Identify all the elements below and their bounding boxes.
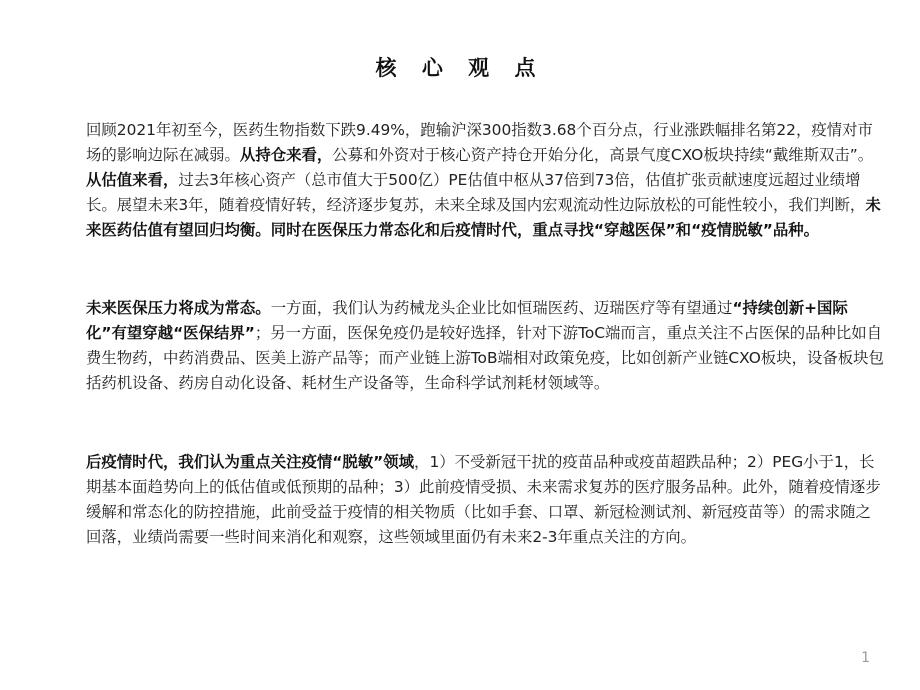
- text-run-bold: 从持仓来看，: [239, 146, 333, 164]
- paragraph-insurance-pressure: [86, 296, 886, 396]
- text-run-bold: 未来医保压力将成为常态。: [86, 299, 271, 317]
- text-run-bold: 从估值来看，: [86, 171, 179, 189]
- text-run-bold: 未来医药估值有望回归均衡。同时在医保压力常态化和后疫情时代，重点寻找“穿越医保”和“疫情脱敏”品种。: [86, 196, 881, 239]
- text-run: 回顾2021年初至今，医药生物指数下跌9.49%，跑输沪深300指数3.68个百分点，行业涨跌幅排名第22，疫情对市场的影响边际在减弱。: [86, 121, 873, 164]
- text-run: ；另一方面，医保免疫仍是较好选择，针对下游ToC端而言，重点关注不占医保的品种比如自费生物药，中药消费品、医美上游产品等；而产业链上游ToB端相对政策免疫，比如创新产业链CXO板块，设备板块包括药机设备、药房自动化设备、耗材生产设备等，生命科学试剂耗材领域等。: [86, 324, 884, 392]
- text-run: 过去3年核心资产（总市值大于500亿）PE估值中枢从37倍到73倍，估值扩张贡献速度远超过业绩增长。展望未来3年，随着疫情好转，经济逐步复苏，未来全球及国内宏观流动性边际放松的可能性较小，我们判断，: [86, 171, 866, 214]
- slide-title: 核 心 观 点: [375, 56, 545, 80]
- text-run: 一方面，我们认为药械龙头企业比如恒瑞医药、迈瑞医疗等有望通过: [270, 299, 733, 317]
- text-run-bold: 后疫情时代，我们认为重点关注疫情“脱敏”领域: [86, 453, 415, 471]
- text-run: 公募和外资对于核心资产持仓开始分化，高景气度CXO板块持续“戴维斯双击”。: [332, 146, 874, 164]
- paragraph-post-pandemic: [86, 450, 886, 550]
- paragraph-market-review: [86, 118, 886, 243]
- text-run-bold: “持续创新+国际化”有望穿越“医保结界”: [86, 299, 848, 342]
- page-number: 1: [861, 650, 870, 666]
- text-run: ，1）不受新冠干扰的疫苗品种或疫苗超跌品种；2）PEG小于1，长期基本面趋势向上的低估值或低预期的品种；3）此前疫情受损、未来需求复苏的医疗服务品种。此外，随着疫情逐步缓解和常态化的防控措施，此前受益于疫情的相关物质（比如手套、口罩、新冠检测试剂、新冠疫苗等）的需求随之回落，业绩尚需要一些时间来消化和观察，这些领域里面仍有未来2-3年重点关注的方向。: [86, 453, 881, 546]
